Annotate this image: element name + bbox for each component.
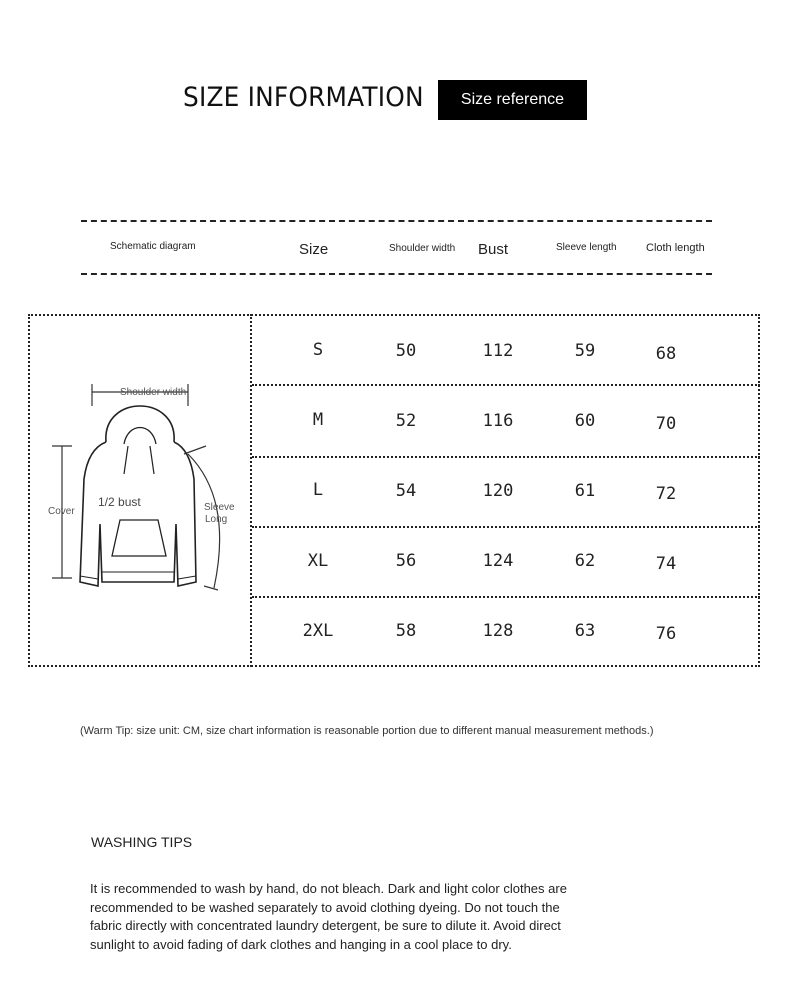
size-reference-badge: Size reference — [438, 80, 587, 120]
size-cell: M — [312, 410, 324, 430]
shoulder-cell: 52 — [395, 411, 417, 431]
bust-cell: 116 — [482, 411, 514, 431]
sleeve-cell: 63 — [574, 621, 596, 641]
page-title: SIZE INFORMATION — [183, 82, 424, 113]
hoodie-icon — [28, 314, 250, 665]
row-divider — [252, 456, 760, 458]
sleeve-cell: 59 — [574, 341, 596, 361]
length-cell: 72 — [655, 484, 677, 504]
size-cell: L — [312, 480, 324, 500]
length-cell: 70 — [655, 414, 677, 434]
length-cell: 74 — [655, 554, 677, 574]
length-cell: 68 — [655, 344, 677, 364]
diagram-sleeve-label: Sleeve — [204, 502, 235, 513]
size-cell: XL — [307, 551, 329, 571]
header-bottom-divider — [81, 273, 712, 275]
size-cell: 2XL — [302, 621, 334, 641]
bust-cell: 124 — [482, 551, 514, 571]
washing-tips-title: WASHING TIPS — [91, 834, 193, 850]
bust-cell: 128 — [482, 621, 514, 641]
sleeve-cell: 61 — [574, 481, 596, 501]
diagram-cover-label: Cover — [48, 506, 75, 517]
col-header-diagram: Schematic diagram — [110, 241, 196, 252]
shoulder-cell: 56 — [395, 551, 417, 571]
warm-tip-note: (Warm Tip: size unit: CM, size chart information is reasonable portion due to different manual measurement methods.) — [80, 725, 654, 737]
col-header-shoulder: Shoulder width — [389, 243, 456, 254]
length-cell: 76 — [655, 624, 677, 644]
diagram-sleeve-label-2: Long — [205, 514, 228, 525]
diagram-bust-label: 1/2 bust — [98, 495, 141, 509]
sleeve-cell: 60 — [574, 411, 596, 431]
shoulder-cell: 54 — [395, 481, 417, 501]
shoulder-cell: 50 — [395, 341, 417, 361]
col-header-length: Cloth length — [646, 242, 705, 254]
bust-cell: 120 — [482, 481, 514, 501]
header-top-divider — [81, 220, 712, 222]
row-divider — [252, 526, 760, 528]
shoulder-cell: 58 — [395, 621, 417, 641]
row-divider — [252, 596, 760, 598]
col-header-bust: Bust — [478, 241, 509, 258]
col-header-size: Size — [299, 241, 329, 258]
diagram-shoulder-label: Shoulder width — [120, 387, 187, 398]
schematic-diagram-cell — [28, 314, 252, 667]
row-divider — [252, 384, 760, 386]
washing-tips-body: It is recommended to wash by hand, do not bleach. Dark and light color clothes are recommended to be washed separately to avoid clothing dyeing. Do not touch the fabric directly with concentrated laundry detergent, be sure to dilute it. Avoid direct sunlight to avoid fading of dark clothes and hanging in a cool place to dry. — [90, 881, 567, 953]
bust-cell: 112 — [482, 341, 514, 361]
col-header-sleeve: Sleeve length — [556, 242, 617, 253]
sleeve-cell: 62 — [574, 551, 596, 571]
size-cell: S — [312, 340, 324, 360]
